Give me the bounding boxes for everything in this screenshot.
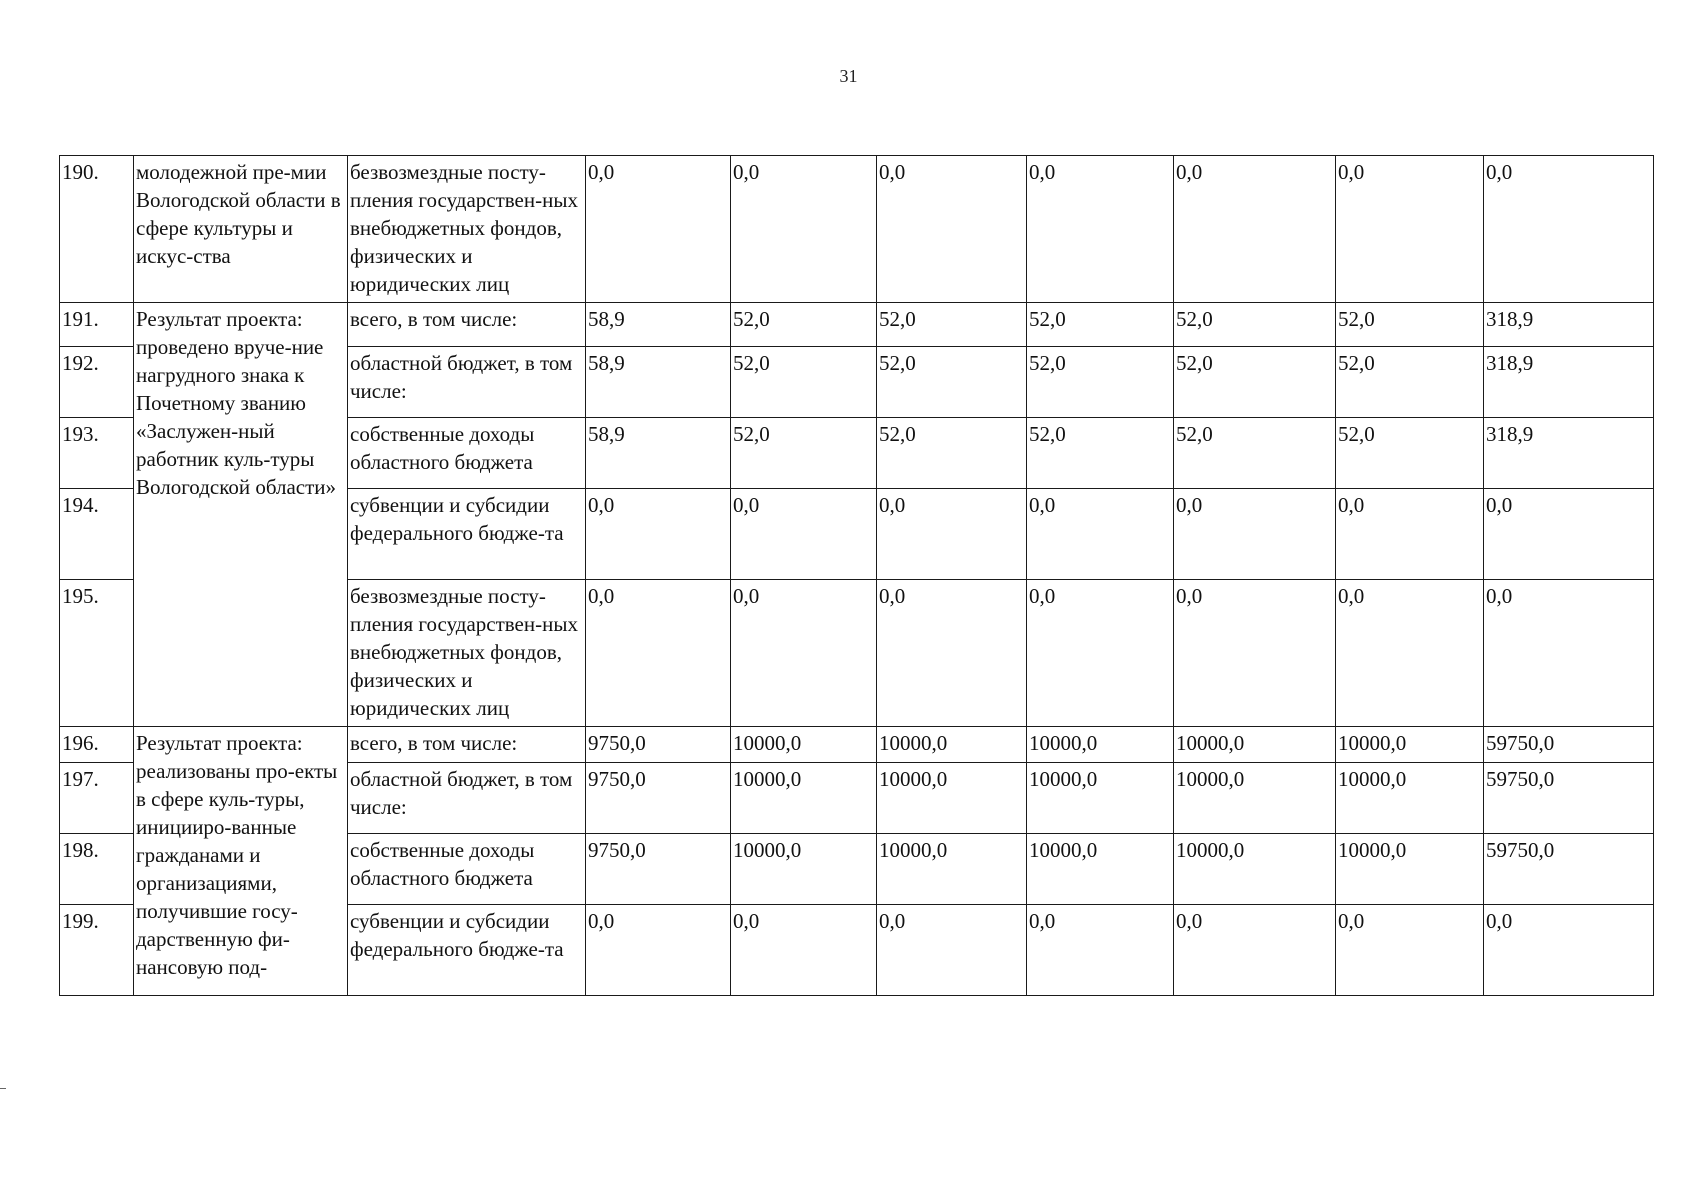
value-cell: 0,0 [877, 580, 1027, 727]
value-cell: 52,0 [731, 418, 877, 489]
value-cell: 9750,0 [586, 727, 731, 763]
value-cell: 9750,0 [586, 763, 731, 834]
value-cell: 58,9 [586, 418, 731, 489]
value-cell: 0,0 [877, 905, 1027, 996]
table-row [60, 303, 1654, 347]
funding-source: субвенции и субсидии федерального бюдже-та [348, 905, 586, 996]
value-cell: 52,0 [731, 303, 877, 347]
total-cell: 318,9 [1484, 418, 1654, 489]
value-cell: 0,0 [731, 905, 877, 996]
value-cell: 52,0 [1336, 418, 1484, 489]
funding-source: безвозмездные посту-пления государствен-ных внебюджетных фондов, физических и юридических лиц [348, 156, 586, 303]
value-cell: 0,0 [877, 489, 1027, 580]
value-cell: 0,0 [1174, 905, 1336, 996]
value-cell: 10000,0 [1027, 727, 1174, 763]
table-row [60, 727, 1654, 763]
value-cell: 10000,0 [877, 834, 1027, 905]
result-description: Результат проекта: проведено вруче-ние нагрудного знака к Почетному званию «Заслужен-ный работник куль-туры Вологодской области» [134, 303, 348, 727]
total-cell: 0,0 [1484, 580, 1654, 727]
value-cell: 52,0 [877, 303, 1027, 347]
row-number: 194. [60, 489, 134, 580]
funding-source: областной бюджет, в том числе: [348, 347, 586, 418]
total-cell: 318,9 [1484, 303, 1654, 347]
value-cell: 52,0 [1174, 418, 1336, 489]
budget-table [59, 155, 1654, 996]
value-cell: 52,0 [1336, 303, 1484, 347]
value-cell: 58,9 [586, 303, 731, 347]
result-description: Результат проекта: реализованы про-екты в сфере куль-туры, иницииро-ванные гражданами и организациями, получившие госу-дарственную фи-нансовую под- [134, 727, 348, 996]
row-number: 193. [60, 418, 134, 489]
value-cell: 52,0 [1336, 347, 1484, 418]
value-cell: 0,0 [1336, 156, 1484, 303]
row-number: 196. [60, 727, 134, 763]
result-description: молодежной пре-мии Вологодской области в сфере культуры и искус-ства [134, 156, 348, 303]
value-cell: 10000,0 [1174, 834, 1336, 905]
table-row [60, 156, 1654, 303]
total-cell: 59750,0 [1484, 727, 1654, 763]
row-number: 191. [60, 303, 134, 347]
value-cell: 0,0 [1336, 489, 1484, 580]
total-cell: 59750,0 [1484, 834, 1654, 905]
value-cell: 0,0 [731, 580, 877, 727]
value-cell: 0,0 [1027, 156, 1174, 303]
value-cell: 10000,0 [1336, 763, 1484, 834]
total-cell: 59750,0 [1484, 763, 1654, 834]
value-cell: 10000,0 [1027, 763, 1174, 834]
row-number: 195. [60, 580, 134, 727]
margin-mark [0, 1088, 6, 1089]
value-cell: 0,0 [586, 580, 731, 727]
page-number: 31 [839, 66, 858, 86]
total-cell: 0,0 [1484, 156, 1654, 303]
value-cell: 9750,0 [586, 834, 731, 905]
value-cell: 0,0 [731, 489, 877, 580]
value-cell: 52,0 [1027, 347, 1174, 418]
value-cell: 0,0 [1174, 489, 1336, 580]
value-cell: 52,0 [877, 418, 1027, 489]
value-cell: 0,0 [731, 156, 877, 303]
value-cell: 10000,0 [1336, 727, 1484, 763]
funding-source: собственные доходы областного бюджета [348, 834, 586, 905]
value-cell: 0,0 [586, 905, 731, 996]
value-cell: 52,0 [731, 347, 877, 418]
row-number: 190. [60, 156, 134, 303]
funding-source: субвенции и субсидии федерального бюдже-та [348, 489, 586, 580]
funding-source: безвозмездные посту-пления государствен-ных внебюджетных фондов, физических и юридических лиц [348, 580, 586, 727]
value-cell: 0,0 [1027, 489, 1174, 580]
funding-source: собственные доходы областного бюджета [348, 418, 586, 489]
value-cell: 10000,0 [731, 763, 877, 834]
value-cell: 10000,0 [731, 727, 877, 763]
value-cell: 0,0 [1336, 580, 1484, 727]
value-cell: 10000,0 [1336, 834, 1484, 905]
row-number: 197. [60, 763, 134, 834]
funding-source: всего, в том числе: [348, 303, 586, 347]
value-cell: 0,0 [1174, 156, 1336, 303]
value-cell: 0,0 [1027, 580, 1174, 727]
value-cell: 58,9 [586, 347, 731, 418]
table-body [60, 156, 1654, 996]
row-number: 198. [60, 834, 134, 905]
row-number: 199. [60, 905, 134, 996]
value-cell: 0,0 [877, 156, 1027, 303]
value-cell: 10000,0 [1027, 834, 1174, 905]
value-cell: 10000,0 [1174, 763, 1336, 834]
total-cell: 318,9 [1484, 347, 1654, 418]
value-cell: 52,0 [1174, 347, 1336, 418]
value-cell: 52,0 [1174, 303, 1336, 347]
value-cell: 0,0 [1027, 905, 1174, 996]
row-number: 192. [60, 347, 134, 418]
value-cell: 52,0 [1027, 418, 1174, 489]
value-cell: 52,0 [1027, 303, 1174, 347]
value-cell: 0,0 [586, 156, 731, 303]
total-cell: 0,0 [1484, 489, 1654, 580]
value-cell: 10000,0 [731, 834, 877, 905]
value-cell: 0,0 [586, 489, 731, 580]
value-cell: 10000,0 [877, 763, 1027, 834]
funding-source: всего, в том числе: [348, 727, 586, 763]
funding-source: областной бюджет, в том числе: [348, 763, 586, 834]
value-cell: 52,0 [877, 347, 1027, 418]
value-cell: 10000,0 [877, 727, 1027, 763]
total-cell: 0,0 [1484, 905, 1654, 996]
value-cell: 0,0 [1174, 580, 1336, 727]
value-cell: 0,0 [1336, 905, 1484, 996]
value-cell: 10000,0 [1174, 727, 1336, 763]
